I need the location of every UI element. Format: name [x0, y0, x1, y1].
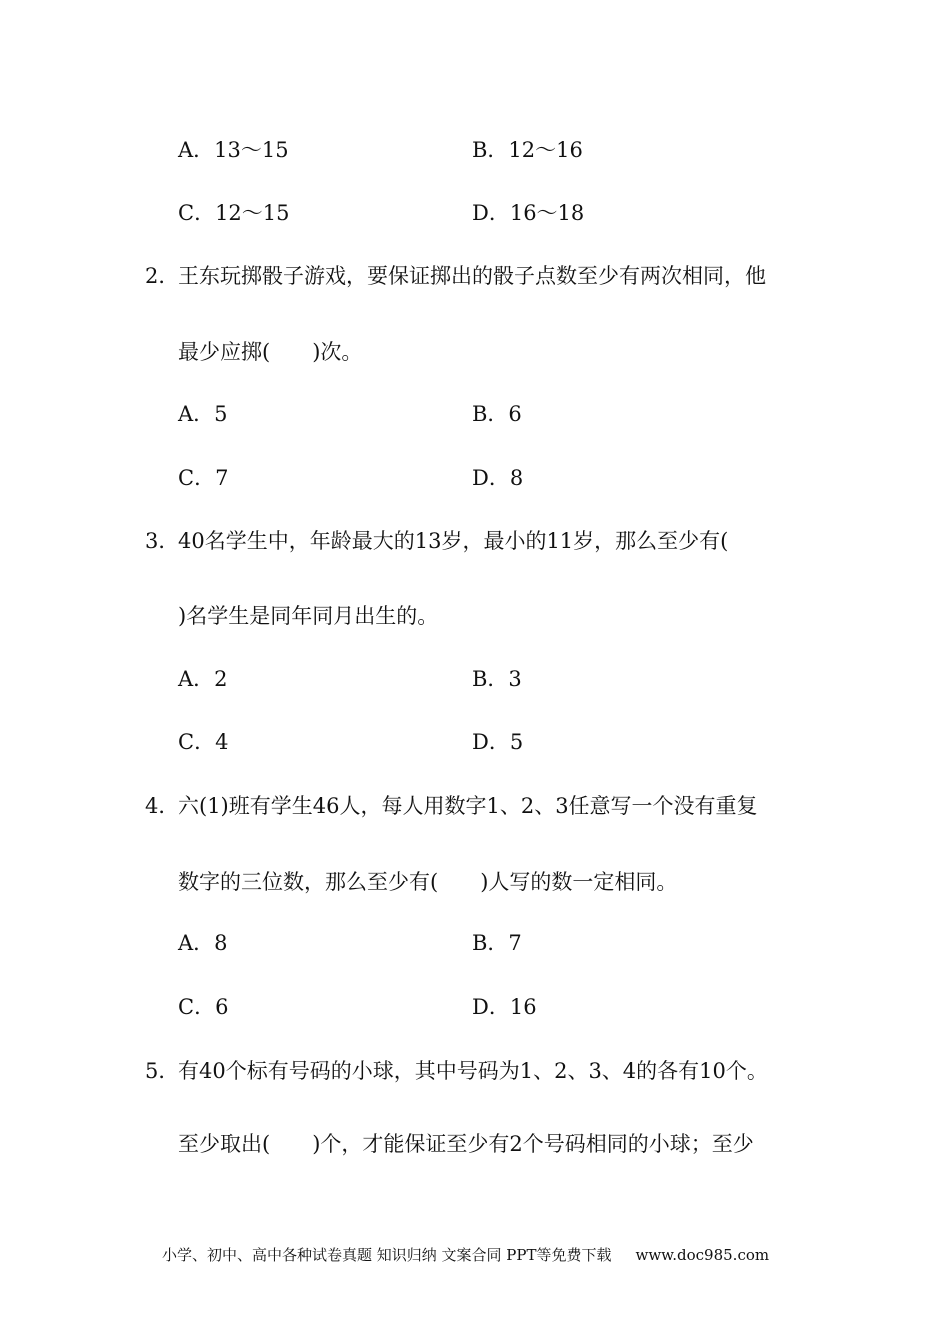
option-c: C．6 [178, 995, 229, 1019]
question-text: 王东玩掷骰子游戏，要保证掷出的骰子点数至少有两次相同，他 [178, 264, 766, 288]
option-d: D．16～18 [472, 201, 585, 225]
footer-text: 小学、初中、高中各种试卷真题 知识归纳 文案合同 PPT等免费下载 [162, 1246, 612, 1264]
question-text: 最少应掷( )次。 [178, 340, 363, 364]
question-text: 至少取出( )个，才能保证至少有2个号码相同的小球；至少 [178, 1132, 754, 1156]
question-text: 六(1)班有学生46人，每人用数字1、2、3任意写一个没有重复 [178, 794, 758, 818]
option-d: D．5 [472, 730, 524, 754]
option-a: A．13～15 [178, 138, 289, 162]
question-number: 4． [145, 794, 180, 818]
question-text: 数字的三位数，那么至少有( )人写的数一定相同。 [178, 870, 678, 894]
option-a: A．2 [178, 667, 228, 691]
option-d: D．8 [472, 466, 524, 490]
page-footer [162, 1245, 769, 1265]
question-number: 2． [145, 264, 180, 288]
option-c: C．4 [178, 730, 229, 754]
option-a: A．8 [178, 931, 228, 955]
question-text: )名学生是同年同月出生的。 [178, 604, 439, 628]
option-b: B．7 [472, 931, 522, 955]
option-c: C．12～15 [178, 201, 290, 225]
footer-url[interactable]: www.doc985.com [635, 1246, 770, 1264]
option-b: B．6 [472, 402, 522, 426]
option-d: D．16 [472, 995, 537, 1019]
option-b: B．12～16 [472, 138, 583, 162]
option-a: A．5 [178, 402, 228, 426]
question-number: 3． [145, 529, 180, 553]
question-text: 有40个标有号码的小球，其中号码为1、2、3、4的各有10个。 [178, 1059, 768, 1083]
option-c: C．7 [178, 466, 229, 490]
option-b: B．3 [472, 667, 522, 691]
question-text: 40名学生中，年龄最大的13岁，最小的11岁，那么至少有( [178, 529, 729, 553]
question-number: 5． [145, 1059, 180, 1083]
